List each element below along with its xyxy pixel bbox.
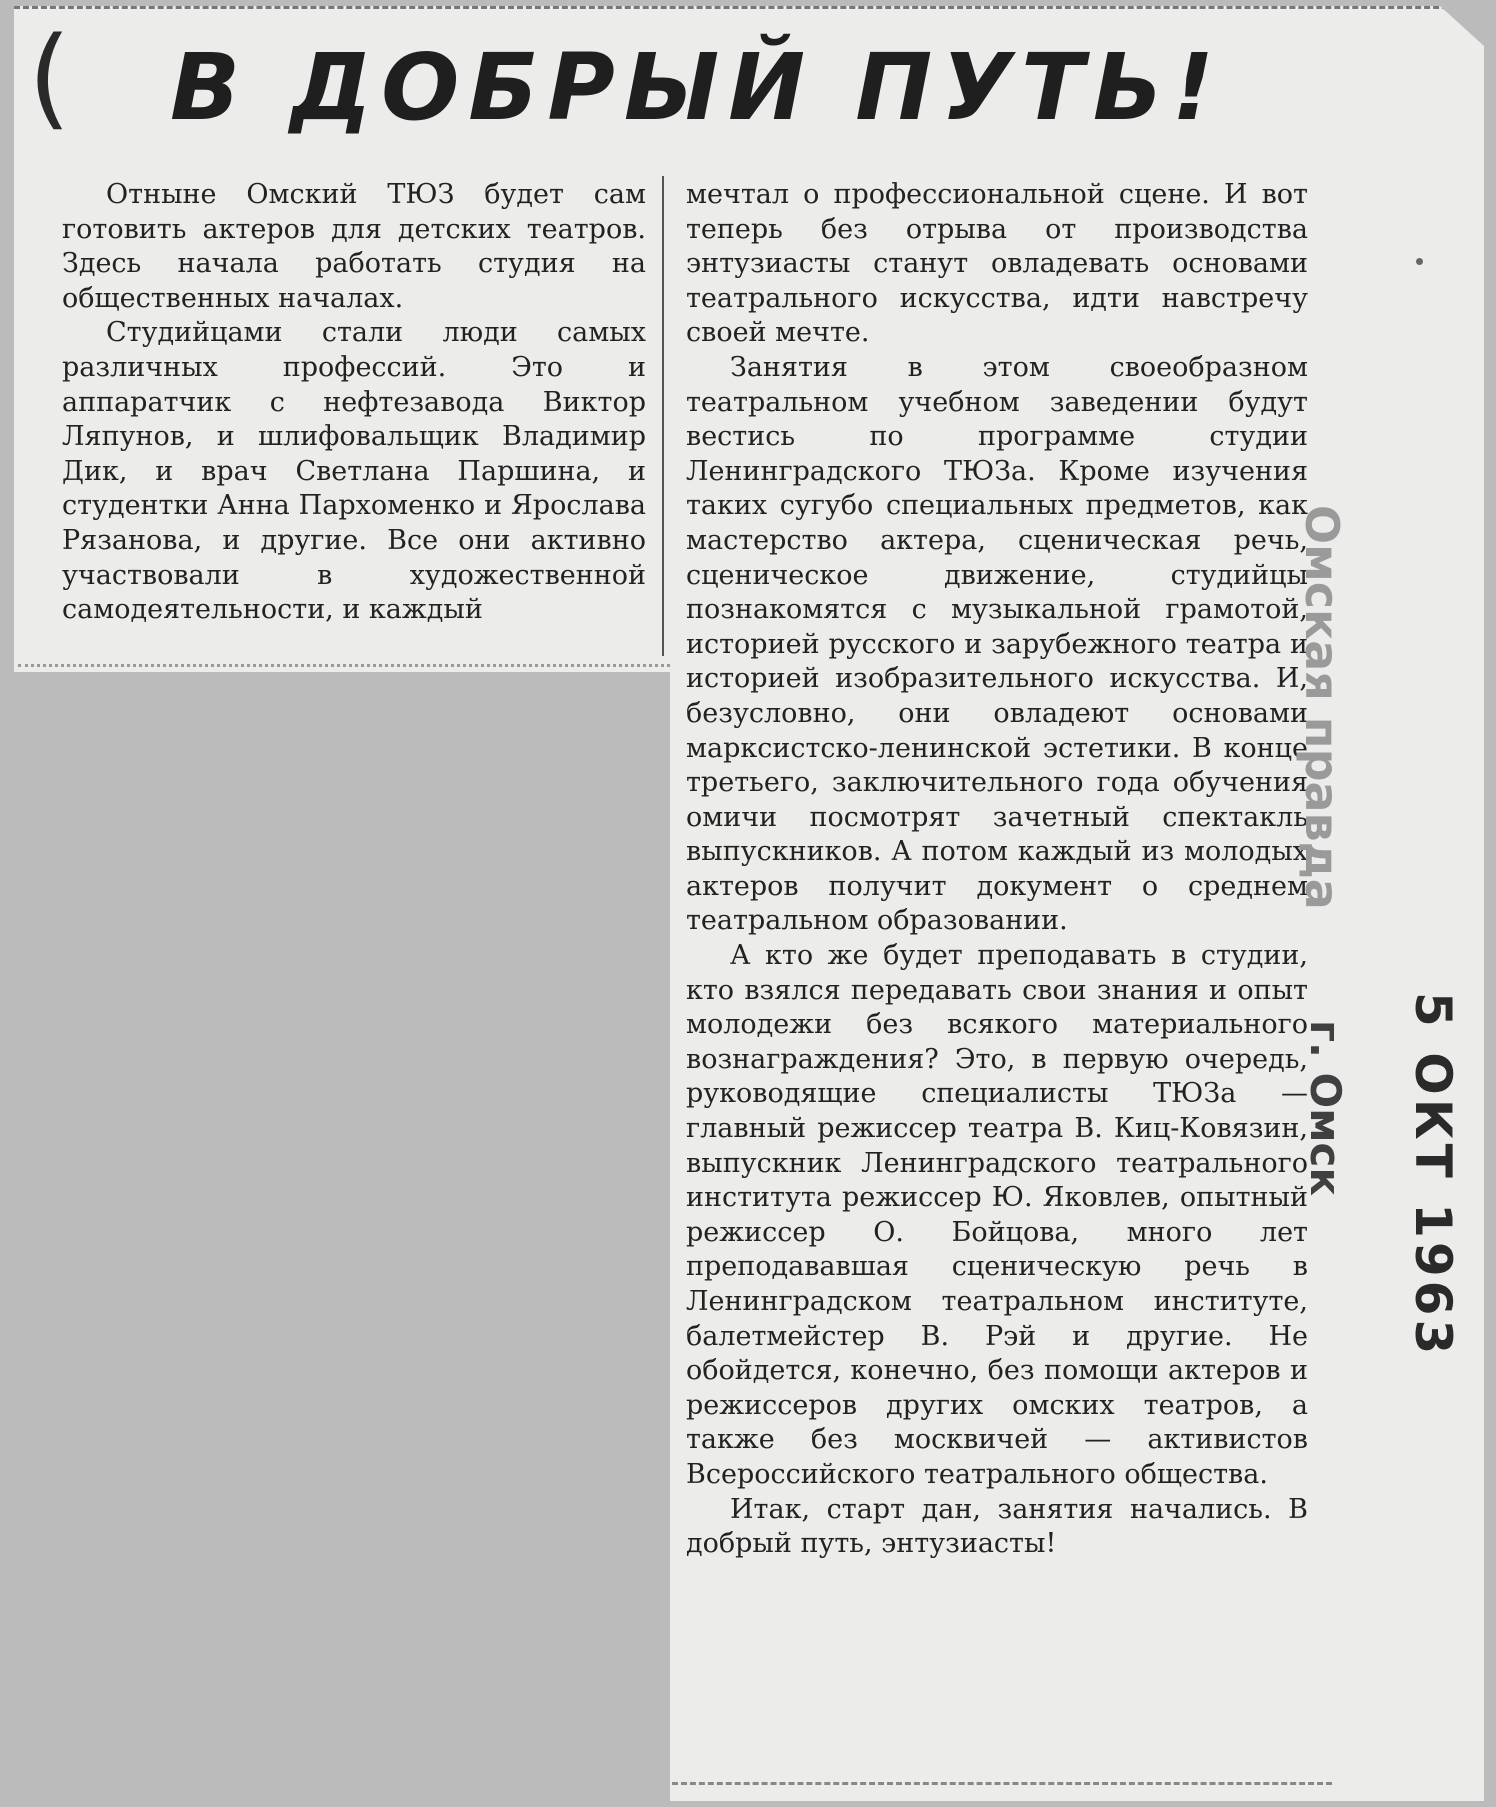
paragraph: Отныне Омский ТЮЗ будет сам готовить актеров для детских театров. Здесь начала работать студия на общественных началах. bbox=[62, 179, 646, 314]
clipping-bottom-edge bbox=[672, 1782, 1332, 1785]
paragraph: Итак, старт дан, занятия начались. В добрый путь, энтузиасты! bbox=[686, 1493, 1308, 1560]
clipping-cut-edge bbox=[18, 664, 670, 667]
stamp-newspaper-name: Омская правда bbox=[1295, 505, 1349, 910]
article-headline: В ДОБРЫЙ ПУТЬ! bbox=[170, 34, 1223, 141]
paragraph: мечтал о профессиональной сцене. И вот теперь без отрыва от производства энтузиасты станут овладевать основами театрального искусства, идти навстречу своей мечте. bbox=[686, 179, 1308, 349]
stamp-city: г. Омск bbox=[1301, 1020, 1350, 1196]
paragraph: Занятия в этом своеобразном театральном учебном заведении будут вестись по программе студии Ленинградского ТЮЗа. Кроме изучения таких сугубо специальных предметов, как мастерство актера, сценическая речь, сценическое движение, студийцы познакомятся с музыкальной грамотой, историей русского и зарубежного театра и историей изобразительного искусства. И, безусловно, они овладеют основами марксистско-ленинской эстетики. В конце третьего, заключительного года обучения омичи посмотрят зачетный спектакль выпускников. А потом каждый из молодых актеров получит документ о среднем театральном образовании. bbox=[686, 351, 1308, 937]
article-column-left bbox=[62, 178, 646, 628]
paragraph: Студийцами стали люди самых различных профессий. Это и аппаратчик с нефтезавода Виктор Ляпунов, и шлифовальщик Владимир Дик, и врач Светлана Паршина, и студентки Анна Пархоменко и Ярослава Рязанова, и другие. Все они активно участвовали в художественной самодеятельности, и каждый bbox=[62, 317, 646, 626]
stamp-date: 5 ОКТ 1963 bbox=[1404, 992, 1462, 1359]
article-column-right bbox=[686, 178, 1308, 1562]
paragraph: А кто же будет преподавать в студии, кто взялся передавать свои знания и опыт молодежи без всякого материального вознаграждения? Это, в первую очередь, руководящие специалисты ТЮЗа — главный режиссер театра В. Киц-Ковязин, выпускник Ленинградского театрального института режиссер Ю. Яковлев, опытный режиссер О. Бойцова, много лет преподававшая сценическую речь в Ленинградском театральном институте, балетмейстер В. Рэй и другие. Не обойдется, конечно, без помощи актеров и режиссеров других омских театров, а также без москвичей — активистов Всероссийского театрального общества. bbox=[686, 940, 1308, 1490]
column-divider bbox=[662, 176, 664, 656]
pencil-bracket-mark: ( bbox=[28, 13, 71, 141]
pencil-mark bbox=[1416, 258, 1423, 265]
